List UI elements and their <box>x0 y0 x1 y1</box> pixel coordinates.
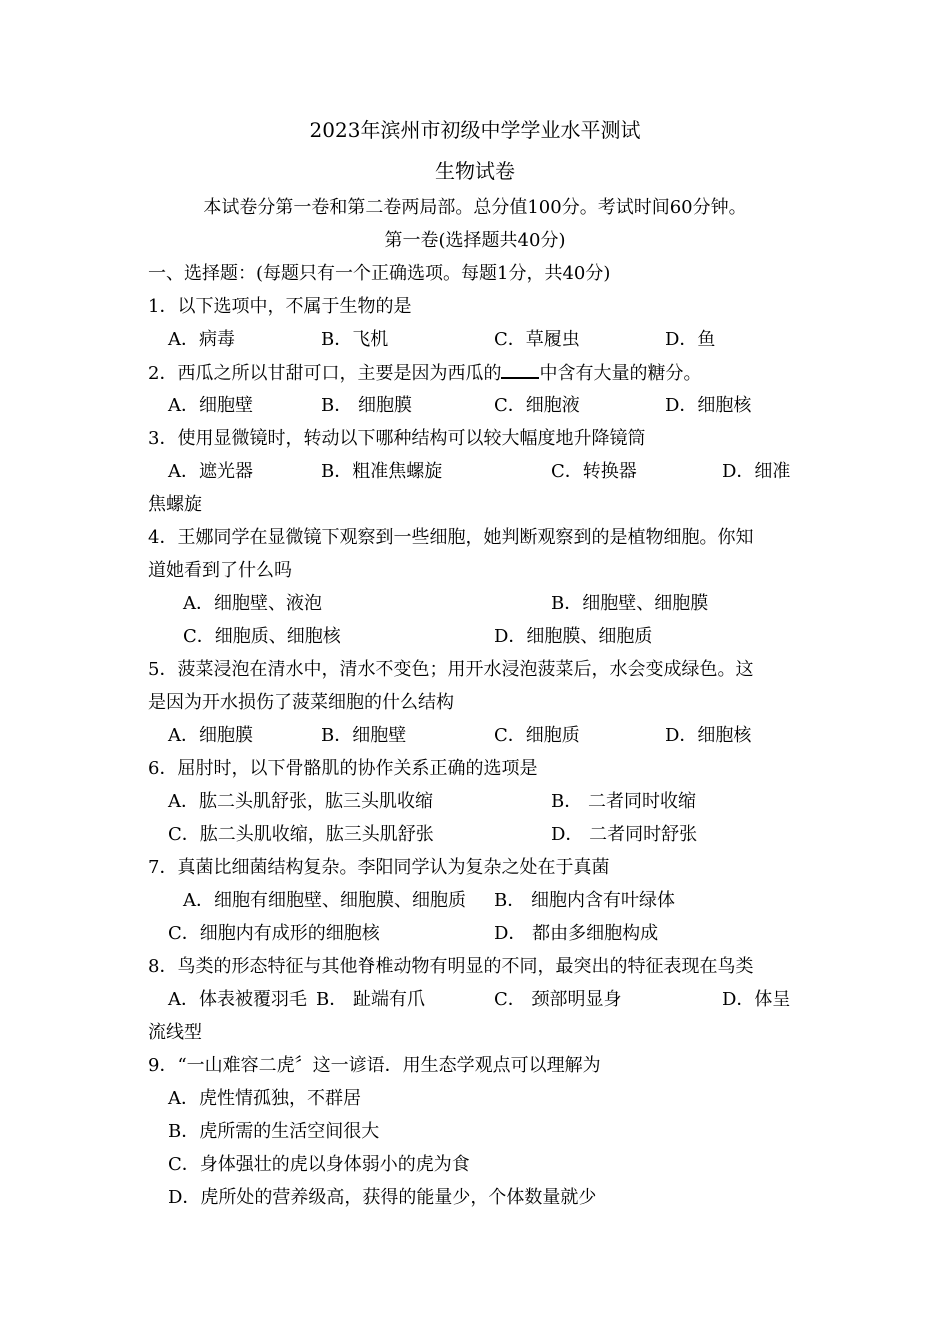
answer-blank <box>501 361 539 379</box>
option-a: A．遮光器 <box>168 461 253 482</box>
question-stem-cont: 道她看到了什么吗 <box>148 560 292 581</box>
option-a: A．肱二头肌舒张，肱三头肌收缩 <box>168 791 433 812</box>
option-a: A．细胞膜 <box>168 725 253 746</box>
exam-info: 本试卷分第一卷和第二卷两局部。总分值100分。考试时间60分钟。 <box>203 197 747 218</box>
question-stem: 5．菠菜浸泡在清水中，清水不变色；用开水浸泡菠菜后，水会变成绿色。这 <box>148 659 754 680</box>
stem-after-blank: 中含有大量的糖分。 <box>539 363 702 384</box>
option-d: D． 二者同时舒张 <box>551 824 698 845</box>
option-d: D．鱼 <box>665 329 716 350</box>
question-stem: 1．以下选项中，不属于生物的是 <box>148 296 412 317</box>
option-c: C．细胞液 <box>494 395 580 416</box>
question-stem: 8．鸟类的形态特征与其他脊椎动物有明显的不同，最突出的特征表现在鸟类 <box>148 956 754 977</box>
option-d: D．虎所处的营养级高，获得的能量少，个体数量就少 <box>168 1187 597 1208</box>
option-c: C．草履虫 <box>494 329 580 350</box>
part-heading: 第一卷(选择题共40分) <box>384 230 566 251</box>
option-c: C．细胞质 <box>494 725 580 746</box>
option-b: B． 趾端有爪 <box>316 989 425 1010</box>
question-stem <box>148 361 701 386</box>
option-c: C．细胞内有成形的细胞核 <box>168 923 380 944</box>
option-c: C．身体强壮的虎以身体弱小的虎为食 <box>168 1154 470 1175</box>
option-b: B． 细胞膜 <box>321 395 412 416</box>
question-stem: 3．使用显微镜时，转动以下哪种结构可以较大幅度地升降镜筒 <box>148 428 646 449</box>
option-c: C．肱二头肌收缩，肱三头肌舒张 <box>168 824 434 845</box>
option-b: B．虎所需的生活空间很大 <box>168 1121 380 1142</box>
option-d: D．细准 <box>722 461 791 482</box>
option-b: B． 细胞内含有叶绿体 <box>494 890 675 911</box>
option-d: D．细胞核 <box>665 725 752 746</box>
option-d: D． 都由多细胞构成 <box>494 923 659 944</box>
option-b: B． 二者同时收缩 <box>551 791 696 812</box>
exam-title: 2023年滨州市初级中学学业水平测试 <box>309 118 641 142</box>
option-a: A．虎性情孤独，不群居 <box>168 1088 361 1109</box>
option-wrap: 焦螺旋 <box>148 494 202 515</box>
section-heading: 一、选择题：(每题只有一个正确选项。每题1分，共40分) <box>148 263 611 284</box>
option-c: C．细胞质、细胞核 <box>183 626 341 647</box>
option-c: C． 颈部明显身 <box>494 989 622 1010</box>
option-d: D．细胞膜、细胞质 <box>494 626 653 647</box>
question-stem: 9．“一山难容二虎〞这一谚语．用生态学观点可以理解为 <box>148 1055 601 1076</box>
option-b: B．细胞壁 <box>321 725 407 746</box>
question-stem-cont: 是因为开水损伤了菠菜细胞的什么结构 <box>148 692 454 713</box>
option-a: A．细胞壁 <box>168 395 253 416</box>
option-d: D．细胞核 <box>665 395 752 416</box>
option-b: B．飞机 <box>321 329 389 350</box>
option-a: A．病毒 <box>168 329 235 350</box>
option-wrap: 流线型 <box>148 1022 202 1043</box>
option-b: B．粗准焦螺旋 <box>321 461 443 482</box>
option-a: A．细胞壁、液泡 <box>183 593 322 614</box>
stem-before-blank: 2．西瓜之所以甘甜可口，主要是因为西瓜的 <box>148 363 502 384</box>
option-d: D．体呈 <box>722 989 791 1010</box>
option-c: C．转换器 <box>551 461 637 482</box>
option-a: A．体表被覆羽毛 <box>168 989 307 1010</box>
question-stem: 6．屈肘时，以下骨骼肌的协作关系正确的选项是 <box>148 758 538 779</box>
question-stem: 7．真菌比细菌结构复杂。李阳同学认为复杂之处在于真菌 <box>148 857 610 878</box>
exam-subtitle: 生物试卷 <box>435 159 515 183</box>
option-a: A．细胞有细胞壁、细胞膜、细胞质 <box>183 890 466 911</box>
question-stem: 4．王娜同学在显微镜下观察到一些细胞，她判断观察到的是植物细胞。你知 <box>148 527 754 548</box>
option-b: B．细胞壁、细胞膜 <box>551 593 709 614</box>
